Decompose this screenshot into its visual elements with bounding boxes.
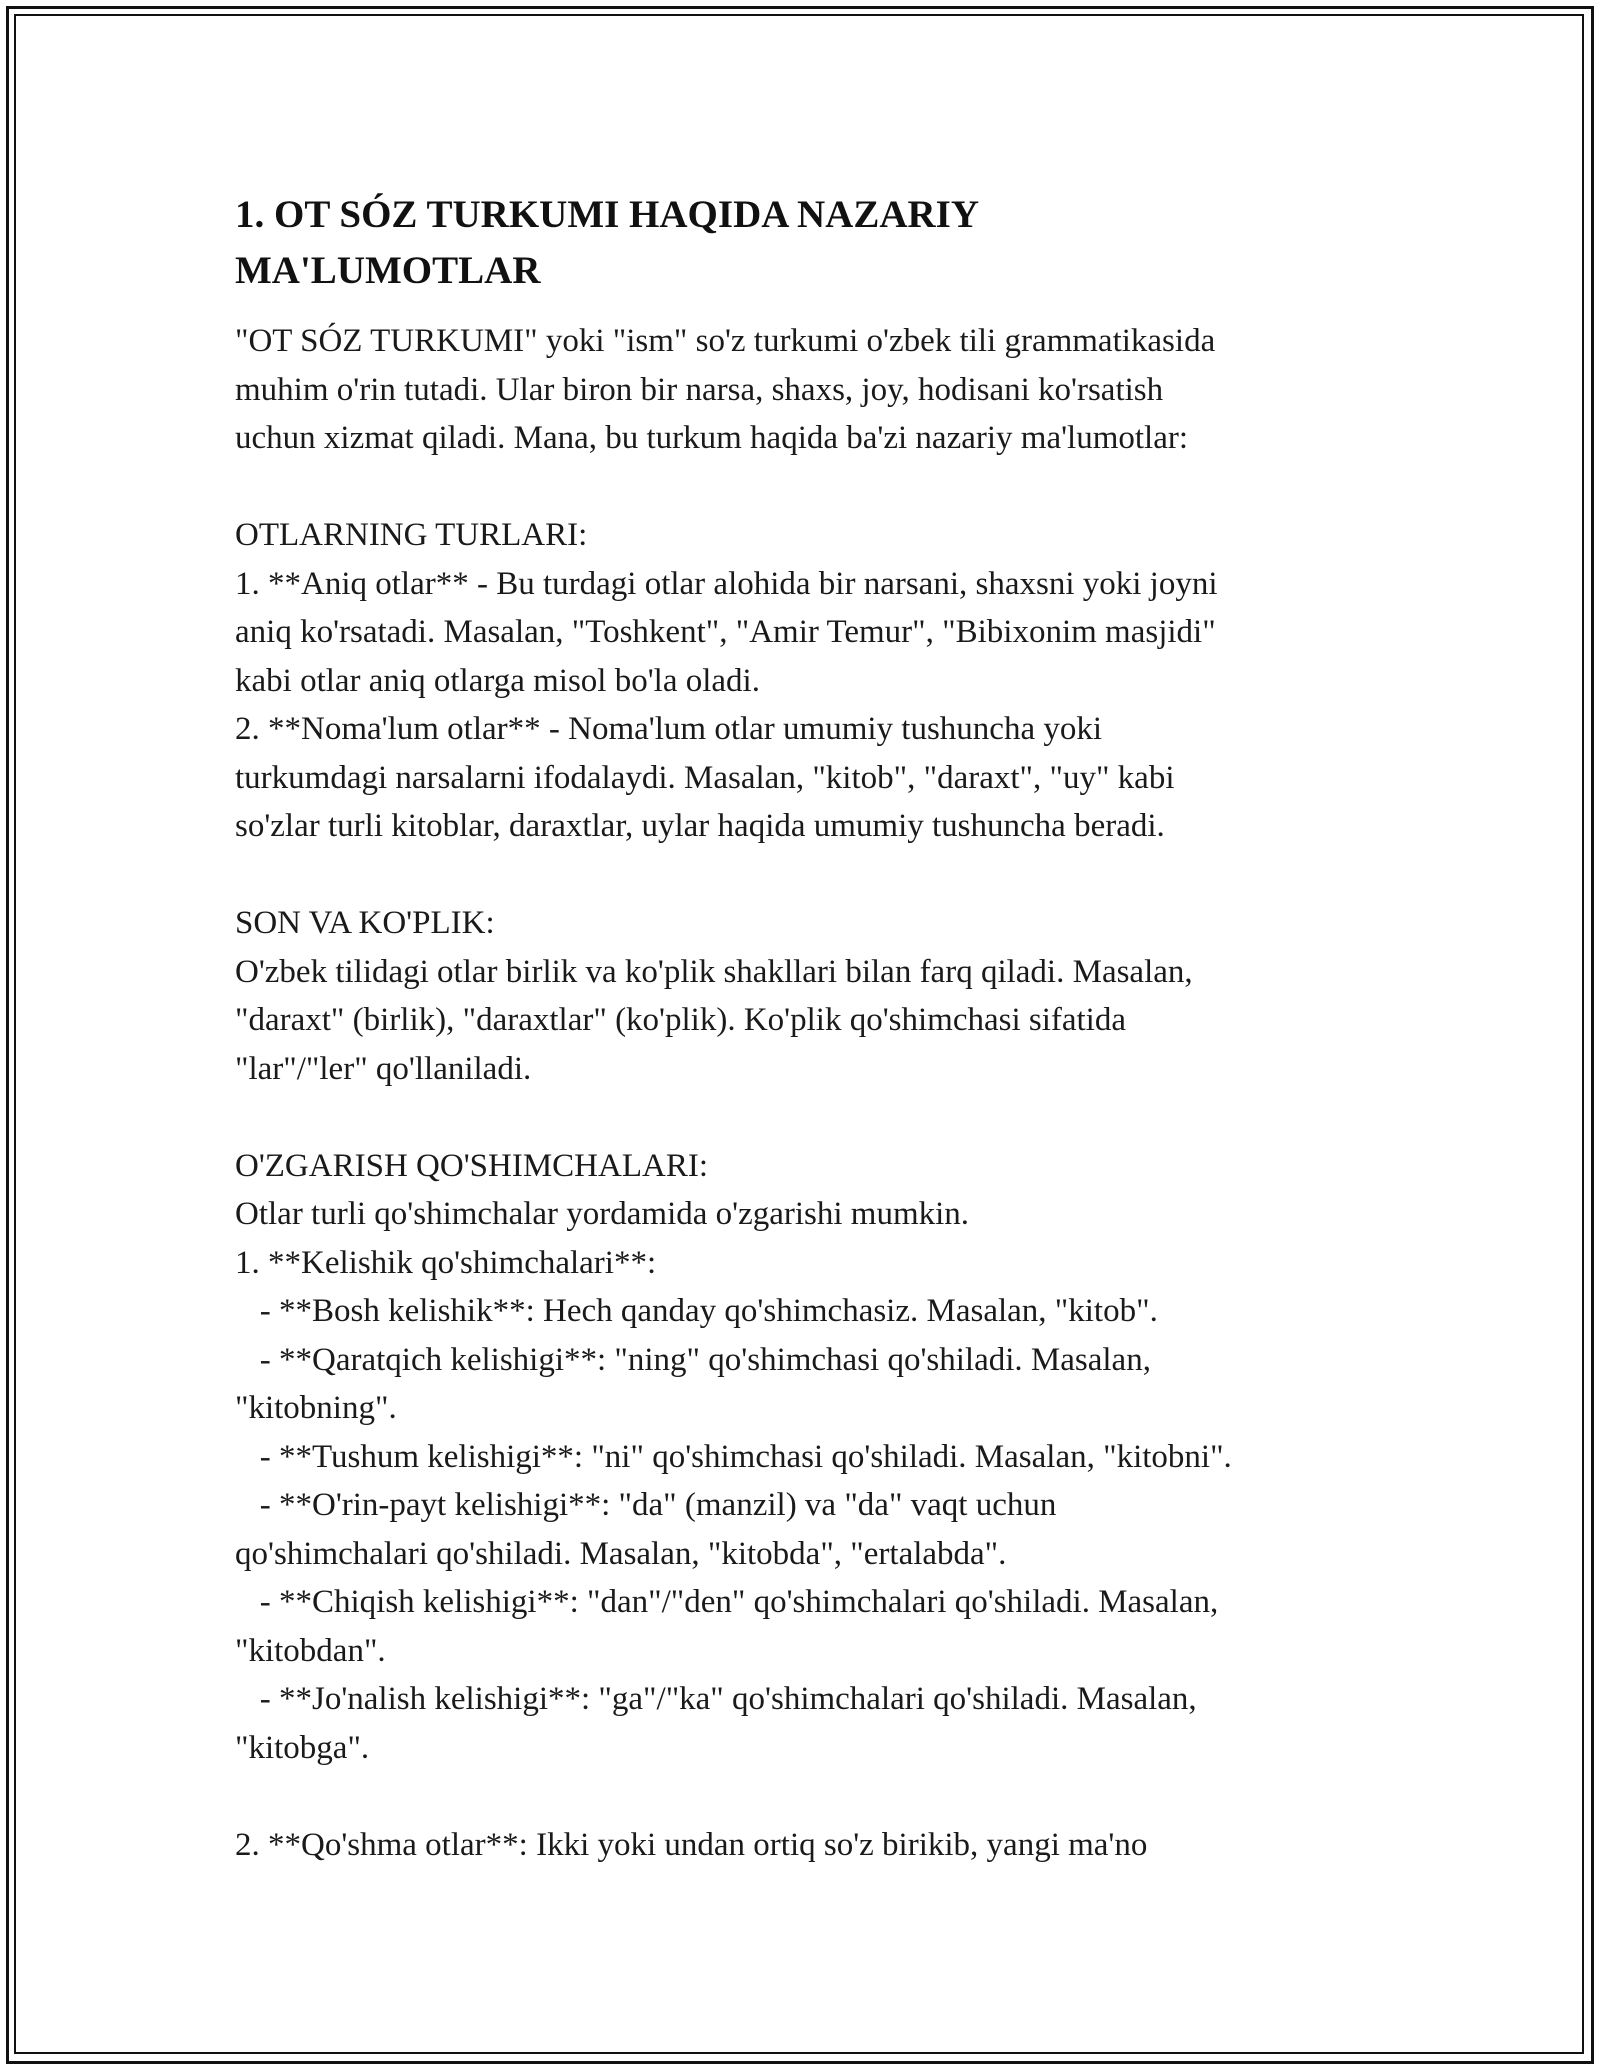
section-line: "kitobga". — [235, 1729, 370, 1766]
section-line: O'zbek tilidagi otlar birlik va ko'plik shakllari bilan farq qiladi. Masalan, — [235, 953, 1193, 990]
section-heading: O'ZGARISH QO'SHIMCHALARI: — [235, 1147, 708, 1184]
suffixes-section — [235, 1142, 1365, 1773]
section-line: Otlar turli qo'shimchalar yordamida o'zgarishi mumkin. — [235, 1196, 970, 1232]
section-line: - **Jo'nalish kelishigi**: "ga"/"ka" qo'shimchalari qo'shiladi. Masalan, — [235, 1681, 1197, 1717]
section-line: "lar"/"ler" qo'llaniladi. — [235, 1050, 532, 1087]
section-line: kabi otlar aniq otlarga misol bo'la oladi. — [235, 662, 760, 699]
section-line: - **Tushum kelishigi**: "ni" qo'shimchasi qo'shiladi. Masalan, "kitobni". — [235, 1438, 1232, 1475]
spacer — [235, 1093, 1365, 1142]
intro-line: "OT SÓZ TURKUMI" yoki "ism" so'z turkumi o'zbek tili grammatikasida — [235, 323, 1216, 359]
intro-line: uchun xizmat qiladi. Mana, bu turkum haqida ba'zi nazariy ma'lumotlar: — [235, 420, 1189, 456]
section-heading: OTLARNING TURLARI: — [235, 517, 588, 553]
spacer — [235, 1772, 1365, 1821]
section-line: turkumdagi narsalarni ifodalaydi. Masalan, "kitob", "daraxt", "uy" kabi — [235, 759, 1175, 796]
section-line: aniq ko'rsatadi. Masalan, "Toshkent", "Amir Temur", "Bibixonim masjidi" — [235, 614, 1216, 650]
section-line: so'zlar turli kitoblar, daraxtlar, uylar haqida umumiy tushuncha beradi. — [235, 808, 1165, 844]
section-line: "kitobdan". — [235, 1632, 386, 1669]
document-title: 1. OT SÓZ TURKUMI HAQIDA NAZARIY MA'LUMOTLAR — [235, 193, 980, 292]
intro-line: muhim o'rin tutadi. Ular biron bir narsa, shaxs, joy, hodisani ko'rsatish — [235, 371, 1164, 408]
number-section — [235, 899, 1365, 1093]
section-line: 2. **Qo'shma otlar**: Ikki yoki undan ortiq so'z birikib, yangi ma'no — [235, 1826, 1148, 1863]
section-line: - **Qaratqich kelishigi**: "ning" qo'shimchasi qo'shiladi. Masalan, — [235, 1341, 1151, 1378]
section-heading: SON VA KO'PLIK: — [235, 905, 495, 941]
section-line: - **Chiqish kelishigi**: "dan"/"den" qo'shimchalari qo'shiladi. Masalan, — [235, 1584, 1219, 1620]
section-line: "kitobning". — [235, 1390, 397, 1426]
spacer — [235, 851, 1365, 900]
compound-nouns-section — [235, 1821, 1365, 1870]
section-line: 1. **Aniq otlar** - Bu turdagi otlar alohida bir narsani, shaxsni yoki joyni — [235, 565, 1218, 602]
section-line: - **Bosh kelishik**: Hech qanday qo'shimchasiz. Masalan, "kitob". — [235, 1293, 1158, 1329]
section-line: "daraxt" (birlik), "daraxtlar" (ko'plik). Ko'plik qo'shimchasi sifatida — [235, 1002, 1126, 1038]
section-line: 1. **Kelishik qo'shimchalari**: — [235, 1244, 657, 1281]
section-line: - **O'rin-payt kelishigi**: "da" (manzil) va "da" vaqt uchun — [235, 1487, 1057, 1523]
section-line: qo'shimchalari qo'shiladi. Masalan, "kitobda", "ertalabda". — [235, 1535, 1007, 1572]
spacer — [235, 463, 1365, 512]
document-page — [235, 187, 1365, 1869]
section-line: 2. **Noma'lum otlar** - Noma'lum otlar umumiy tushuncha yoki — [235, 711, 1103, 747]
intro-paragraph — [235, 317, 1365, 463]
noun-types-section — [235, 511, 1365, 851]
